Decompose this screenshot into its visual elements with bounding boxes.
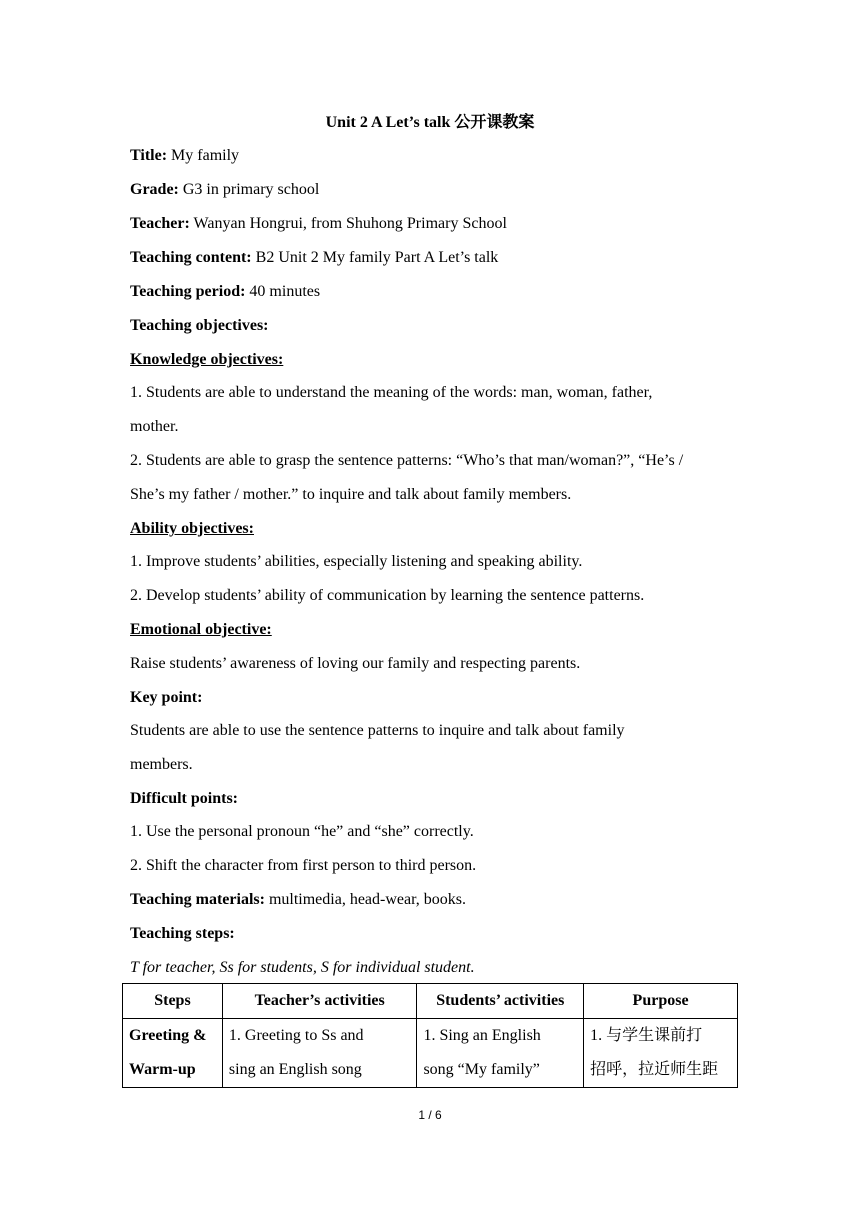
teacher-field [130, 212, 507, 236]
purpose-line-1: 1. 与学生课前打 [590, 1027, 703, 1044]
difficult-item-1: 1. Use the personal pronoun “he” and “she” correctly. [130, 823, 474, 840]
knowledge-item-1-line-2: mother. [130, 418, 179, 435]
content-value: B2 Unit 2 My family Part A Let’s talk [251, 249, 499, 266]
steps-heading: Teaching steps: [130, 925, 235, 942]
teacher-activity-line-2: sing an English song [228, 1061, 362, 1078]
emotional-heading: Emotional objective: [130, 621, 272, 638]
title-field [130, 144, 239, 168]
grade-label: Grade: [130, 181, 179, 198]
header-students-activities: Students’ activities [417, 984, 584, 1019]
step-line-2: Warm-up [129, 1061, 196, 1078]
grade-field [130, 178, 319, 202]
materials-value: multimedia, head-wear, books. [264, 891, 467, 908]
table-row [123, 1019, 738, 1088]
step-line-1: Greeting & [129, 1027, 207, 1044]
period-field [130, 280, 320, 304]
purpose-cell [584, 1019, 738, 1088]
teacher-value: Wanyan Hongrui, from Shuhong Primary School [189, 215, 507, 232]
content-label: Teaching content: [130, 249, 252, 266]
knowledge-heading: Knowledge objectives: [130, 351, 284, 368]
period-value: 40 minutes [245, 283, 321, 300]
period-label: Teaching period: [130, 283, 246, 300]
knowledge-item-1-line-1: 1. Students are able to understand the meaning of the words: man, woman, father, [130, 384, 653, 401]
knowledge-item-2-line-1: 2. Students are able to grasp the sentence patterns: “Who’s that man/woman?”, “He’s / [130, 452, 684, 469]
student-activity-line-2: song “My family” [423, 1061, 540, 1078]
teacher-activity-line-1: 1. Greeting to Ss and [228, 1027, 364, 1044]
difficult-item-2: 2. Shift the character from first person to third person. [130, 857, 477, 874]
header-purpose: Purpose [584, 984, 738, 1019]
ability-heading: Ability objectives: [130, 520, 254, 537]
step-cell [123, 1019, 223, 1088]
ability-item-1: 1. Improve students’ abilities, especially listening and speaking ability. [130, 553, 583, 570]
title-value: My family [167, 147, 240, 164]
table-header-row [123, 984, 738, 1019]
key-point-line-1: Students are able to use the sentence patterns to inquire and talk about family [130, 722, 625, 739]
difficult-heading: Difficult points: [130, 790, 238, 807]
content-field [130, 246, 498, 270]
title-label: Title: [130, 147, 168, 164]
grade-value: G3 in primary school [178, 181, 320, 198]
teacher-activity-cell [222, 1019, 417, 1088]
header-teacher-activities: Teacher’s activities [222, 984, 417, 1019]
materials-label: Teaching materials: [130, 891, 265, 908]
teacher-label: Teacher: [130, 215, 190, 232]
emotional-text: Raise students’ awareness of loving our family and respecting parents. [130, 655, 581, 672]
ability-item-2: 2. Develop students’ ability of communication by learning the sentence patterns. [130, 587, 645, 604]
student-activity-line-1: 1. Sing an English [423, 1027, 541, 1044]
materials-field [130, 888, 466, 912]
page-number: 1 / 6 [418, 1108, 442, 1122]
document-title: Unit 2 A Let’s talk 公开课教案 [325, 114, 535, 131]
knowledge-item-2-line-2: She’s my father / mother.” to inquire and talk about family members. [130, 486, 572, 503]
abbreviation-legend: T for teacher, Ss for students, S for individual student. [130, 959, 475, 976]
key-point-heading: Key point: [130, 689, 203, 706]
student-activity-cell [417, 1019, 584, 1088]
teaching-steps-table [122, 983, 738, 1088]
objectives-heading: Teaching objectives: [130, 317, 269, 334]
key-point-line-2: members. [130, 756, 193, 773]
header-steps: Steps [123, 984, 223, 1019]
purpose-line-2: 招呼，拉近师生距 [590, 1061, 719, 1078]
